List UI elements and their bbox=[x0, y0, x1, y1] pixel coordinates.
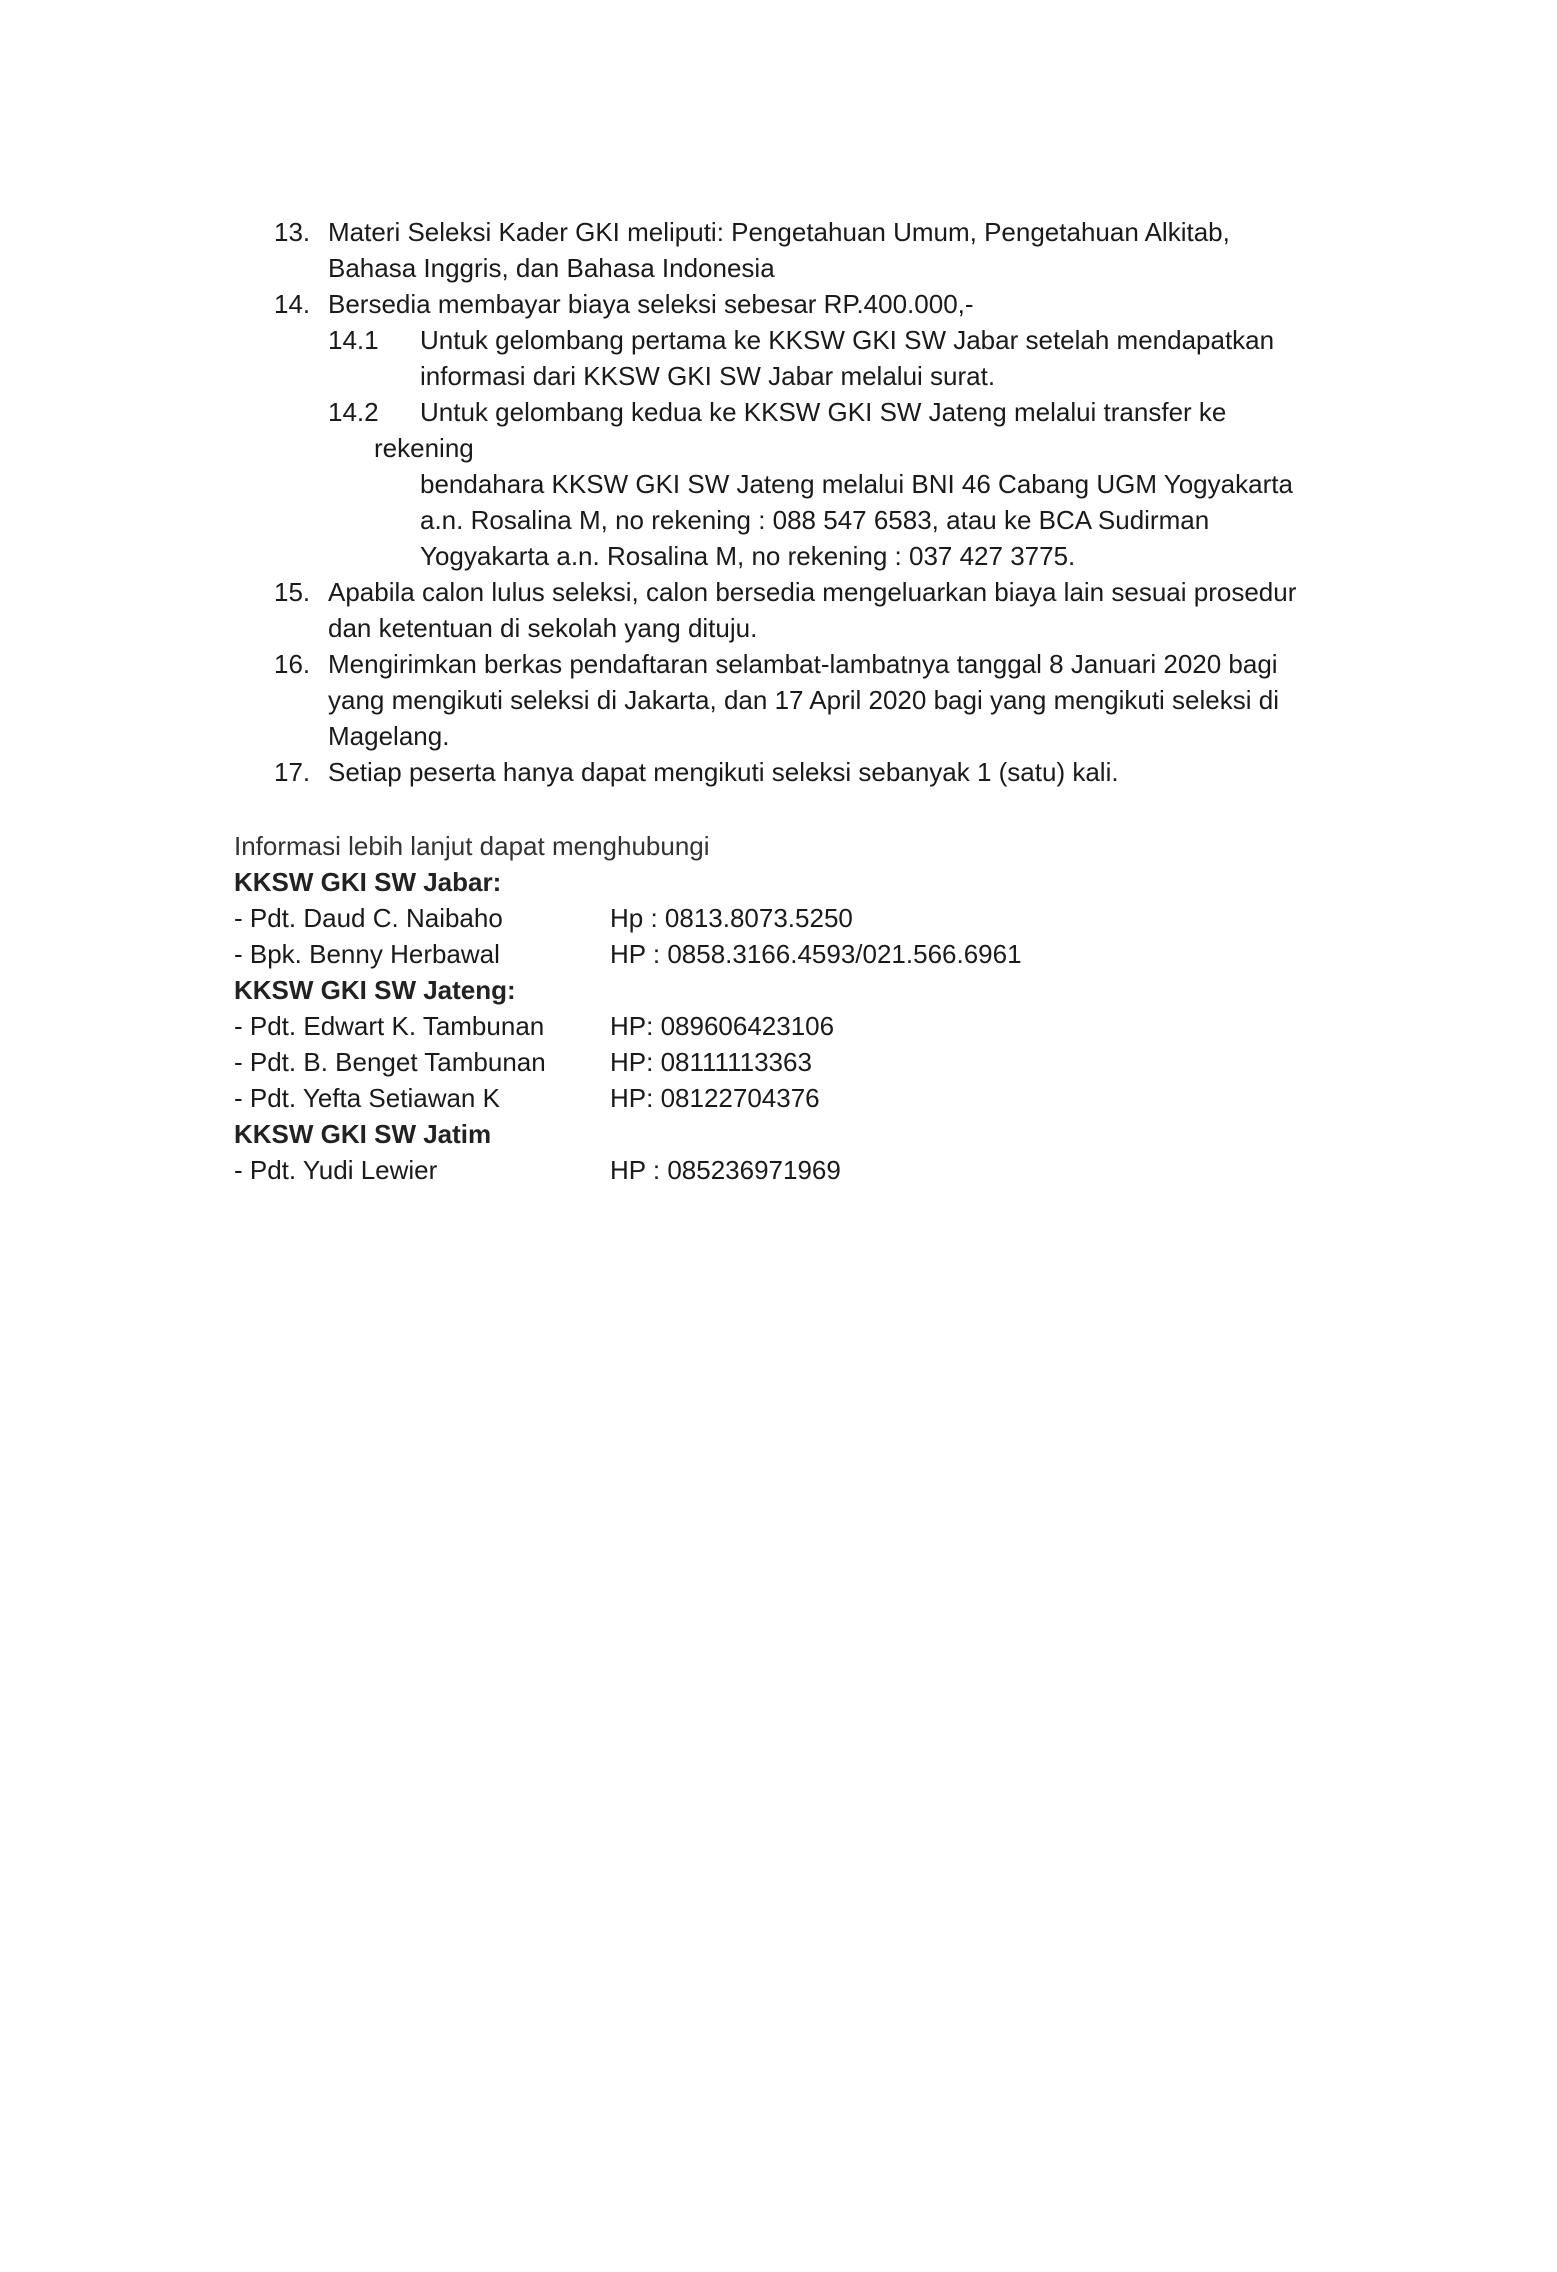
sub-item-number: 14.2 bbox=[328, 397, 379, 427]
sub-item-line: bendahara KKSW GKI SW Jateng melalui BNI 46 Cabang UGM Yogyakarta bbox=[420, 469, 1293, 499]
contact-phone: HP: 08111113363 bbox=[610, 1047, 812, 1077]
item-number: 13. bbox=[274, 217, 311, 247]
requirements-list bbox=[274, 214, 1314, 790]
sub-item-line: informasi dari KKSW GKI SW Jabar melalui surat. bbox=[420, 361, 996, 391]
contact-phone: HP : 085236971969 bbox=[610, 1155, 841, 1185]
list-item bbox=[274, 214, 1314, 286]
contact-section bbox=[234, 828, 1334, 1188]
sub-item-line: Untuk gelombang pertama ke KKSW GKI SW Jabar setelah mendapatkan bbox=[420, 325, 1275, 355]
item-number: 17. bbox=[274, 757, 311, 787]
item-line: dan ketentuan di sekolah yang dituju. bbox=[328, 613, 758, 643]
list-item bbox=[274, 286, 1314, 322]
contact-row bbox=[234, 1080, 1334, 1116]
item-line: Setiap peserta hanya dapat mengikuti seleksi sebanyak 1 (satu) kali. bbox=[328, 757, 1119, 787]
contact-phone: HP: 089606423106 bbox=[610, 1011, 835, 1041]
contact-intro: Informasi lebih lanjut dapat menghubungi bbox=[234, 831, 710, 861]
item-line: Materi Seleksi Kader GKI meliputi: Pengetahuan Umum, Pengetahuan Alkitab, bbox=[328, 217, 1230, 247]
item-number: 16. bbox=[274, 649, 311, 679]
item-number: 15. bbox=[274, 577, 311, 607]
item-line: Magelang. bbox=[328, 721, 450, 751]
contact-name: - Pdt. B. Benget Tambunan bbox=[234, 1047, 546, 1077]
sub-item bbox=[328, 322, 1314, 394]
item-line: yang mengikuti seleksi di Jakarta, dan 17 April 2020 bagi yang mengikuti seleksi di bbox=[328, 685, 1279, 715]
contact-name: - Bpk. Benny Herbawal bbox=[234, 939, 500, 969]
sub-item-line: rekening bbox=[374, 433, 474, 463]
item-line: Bahasa Inggris, dan Bahasa Indonesia bbox=[328, 253, 775, 283]
group-title-jateng: KKSW GKI SW Jateng: bbox=[234, 975, 516, 1005]
group-title-jatim: KKSW GKI SW Jatim bbox=[234, 1119, 492, 1149]
list-item bbox=[274, 574, 1314, 646]
list-item bbox=[274, 646, 1314, 754]
contact-phone: Hp : 0813.8073.5250 bbox=[610, 903, 853, 933]
group-title-jabar: KKSW GKI SW Jabar: bbox=[234, 867, 502, 897]
contact-row bbox=[234, 1008, 1334, 1044]
contact-row bbox=[234, 936, 1334, 972]
contact-row bbox=[234, 900, 1334, 936]
contact-phone: HP: 08122704376 bbox=[610, 1083, 820, 1113]
contact-phone: HP : 0858.3166.4593/021.566.6961 bbox=[610, 939, 1022, 969]
contact-name: - Pdt. Yefta Setiawan K bbox=[234, 1083, 500, 1113]
sub-item-line: Untuk gelombang kedua ke KKSW GKI SW Jateng melalui transfer ke bbox=[420, 397, 1227, 427]
sub-item bbox=[328, 394, 1314, 574]
contact-name: - Pdt. Yudi Lewier bbox=[234, 1155, 438, 1185]
contact-name: - Pdt. Edwart K. Tambunan bbox=[234, 1011, 545, 1041]
list-item bbox=[274, 754, 1314, 790]
item-number: 14. bbox=[274, 289, 311, 319]
item-line: Bersedia membayar biaya seleksi sebesar RP.400.000,- bbox=[328, 289, 974, 319]
item-line: Mengirimkan berkas pendaftaran selambat-lambatnya tanggal 8 Januari 2020 bagi bbox=[328, 649, 1278, 679]
sub-item-line: a.n. Rosalina M, no rekening : 088 547 6583, atau ke BCA Sudirman bbox=[420, 505, 1210, 535]
contact-name: - Pdt. Daud C. Naibaho bbox=[234, 903, 503, 933]
contact-row bbox=[234, 1044, 1334, 1080]
sub-item-line: Yogyakarta a.n. Rosalina M, no rekening : 037 427 3775. bbox=[420, 541, 1076, 571]
sub-item-number: 14.1 bbox=[328, 325, 379, 355]
contact-row bbox=[234, 1152, 1334, 1188]
item-line: Apabila calon lulus seleksi, calon bersedia mengeluarkan biaya lain sesuai prosedur bbox=[328, 577, 1297, 607]
